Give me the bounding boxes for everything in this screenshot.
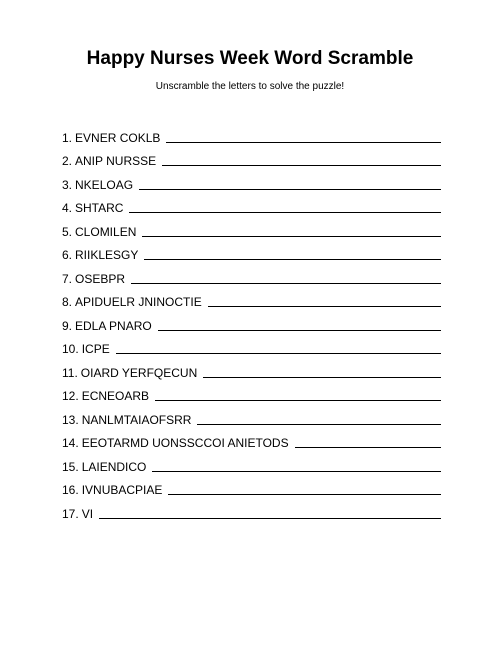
- answer-line: [208, 306, 441, 307]
- scrambled-word: ICPE: [81, 342, 110, 356]
- answer-line: [144, 259, 441, 260]
- list-item: [62, 497, 441, 521]
- item-number: 4.: [62, 201, 73, 215]
- item-number: 13.: [62, 412, 79, 427]
- answer-line: [142, 236, 441, 237]
- item-number: 15.: [62, 459, 79, 474]
- answer-line: [295, 447, 441, 448]
- item-number: 3.: [62, 177, 73, 192]
- scrambled-word: CLOMILEN: [75, 224, 137, 239]
- list-item: [62, 262, 441, 286]
- list-item: [62, 427, 441, 451]
- scrambled-word: NKELOAG: [75, 177, 134, 192]
- answer-line: [203, 377, 441, 378]
- scrambled-word: EEOTARMD UONSSCCOI ANIETODS: [81, 436, 289, 450]
- answer-line: [168, 494, 441, 495]
- scrambled-word: EVNER COKLB: [75, 130, 161, 145]
- item-number: 12.: [62, 389, 79, 403]
- scrambled-word: IVNUBACPIAE: [81, 483, 163, 497]
- scrambled-word: OSEBPR: [75, 271, 126, 286]
- page-title: Happy Nurses Week Word Scramble: [86, 48, 414, 69]
- answer-line: [152, 471, 441, 472]
- answer-line: [129, 212, 441, 213]
- scrambled-word: NANLMTAIAOFSRR: [81, 412, 192, 427]
- item-number: 6.: [62, 248, 73, 262]
- answer-line: [139, 189, 441, 190]
- scrambled-word: VI: [81, 506, 94, 521]
- item-number: 10.: [62, 342, 79, 356]
- list-item: [62, 474, 441, 498]
- item-number: 5.: [62, 224, 73, 239]
- list-item: [62, 168, 441, 192]
- item-number: 1.: [62, 130, 73, 145]
- item-number: 11.: [62, 365, 78, 380]
- scramble-list: [62, 121, 441, 521]
- scrambled-word: ANIP NURSSE: [75, 154, 157, 168]
- list-item: [62, 450, 441, 474]
- scrambled-word: APIDUELR JNINOCTIE: [75, 295, 202, 309]
- list-item: [62, 121, 441, 145]
- item-number: 8.: [62, 295, 73, 309]
- item-number: 16.: [62, 483, 79, 497]
- scrambled-word: RIIKLESGY: [75, 248, 139, 262]
- instructions: Unscramble the letters to solve the puzzle!: [155, 81, 345, 92]
- answer-line: [158, 330, 441, 331]
- answer-line: [197, 424, 441, 425]
- answer-line: [162, 165, 441, 166]
- answer-line: [116, 353, 441, 354]
- list-item: [62, 403, 441, 427]
- list-item: [62, 145, 441, 169]
- item-number: 7.: [62, 271, 73, 286]
- list-item: [62, 286, 441, 310]
- answer-line: [166, 142, 441, 143]
- answer-line: [131, 283, 441, 284]
- scrambled-word: LAIENDICO: [81, 459, 147, 474]
- scrambled-word: SHTARC: [75, 201, 124, 215]
- answer-line: [155, 400, 441, 401]
- scrambled-word: EDLA PNARO: [75, 318, 152, 333]
- list-item: [62, 333, 441, 357]
- item-number: 9.: [62, 318, 73, 333]
- list-item: [62, 309, 441, 333]
- list-item: [62, 356, 441, 380]
- list-item: [62, 192, 441, 216]
- list-item: [62, 239, 441, 263]
- answer-line: [99, 518, 441, 519]
- item-number: 14.: [62, 436, 79, 450]
- scrambled-word: ECNEOARB: [81, 389, 150, 403]
- item-number: 17.: [62, 506, 79, 521]
- list-item: [62, 380, 441, 404]
- item-number: 2.: [62, 154, 73, 168]
- list-item: [62, 215, 441, 239]
- scrambled-word: OIARD YERFQECUN: [80, 365, 198, 380]
